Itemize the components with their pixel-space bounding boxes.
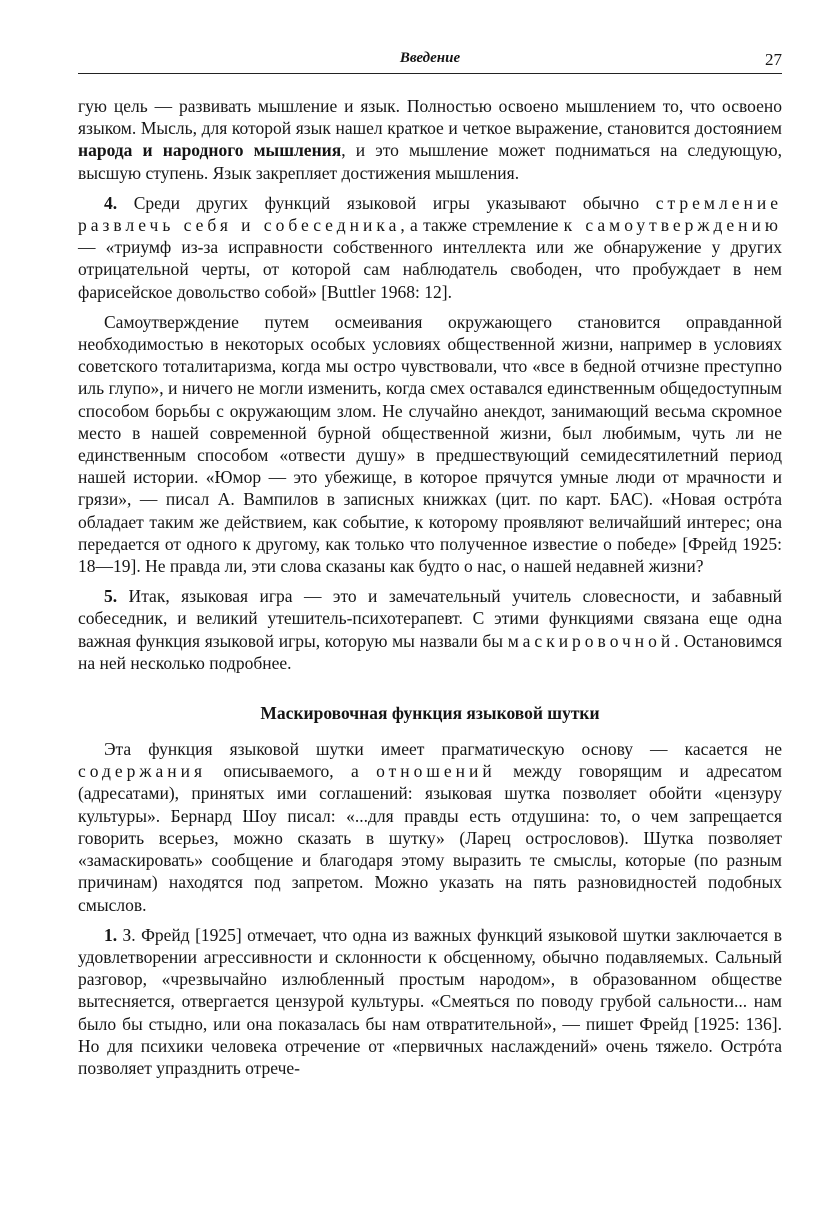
spaced-term: отношений — [376, 761, 496, 782]
text-run: Среди других функций языковой игры указывают обычно — [117, 192, 656, 213]
text-run: Итак, языковая игра — это и замечательный учитель словесности, и забавный собеседник, и великий утешитель-психотерапевт. С этими функциями связана еще одна важная функция языковой игры, которую мы назвали бы — [78, 586, 782, 651]
text-run: , и это мышление может подниматься на следующую, высшую ступень. Язык закрепляет достижения мышления. — [78, 140, 782, 183]
spaced-term: к самоутверждению — [563, 215, 782, 236]
paragraph-2 — [78, 192, 782, 303]
bold-phrase: народа и народного мышления — [78, 140, 342, 161]
spaced-term: маскировочной — [507, 630, 675, 651]
page-number: 27 — [765, 50, 782, 69]
text-run: . Остановимся на ней несколько подробнее. — [78, 630, 783, 673]
paragraph-3: Самоутверждение путем осмеивания окружающего становится оправданной необходимостью в некоторых особых условиях общественной жизни, например в условиях советского тоталитаризма, когда мы остро чувствовали, что «все в бедной отчизне преступно иль глупо», и ничего не могли изменить, когда смех оставался единственным общедоступным способом борьбы с окружающим злом. Не случайно анекдот, занимающий весьма скромное место в нашей современной бурной общественной жизни, был любимым, чуть ли не единственным способом «отвести душу» в предшествующий семидесятилетний период нашей истории. «Юмор — это убежище, в которое прячутся умные люди от мрачности и грязи», — писал А. Вампилов в записных книжках (цит. по карт. БАС). «Новая острóта обладает таким же действием, как событие, к которому проявляют величайший интерес; она передается от одного к другому, как только что полученное известие о победе» [Фрейд 1925: 18—19]. Не правда ли, эти слова сказаны как будто о нас, о нашей недавней жизни? — [78, 311, 782, 577]
page-body — [78, 95, 782, 1087]
paragraph-4 — [78, 585, 782, 674]
text-run: гую цель — развивать мышление и язык. Полностью освоено мышлением то, что освоено языком. Мысль, для которой язык нашел краткое и четкое выражение, становится достоянием — [78, 96, 782, 139]
header-rule — [78, 73, 782, 74]
paragraph-5 — [78, 738, 782, 916]
text-run: между говорящим и адресатом (адресатами), принятых ими соглашений: языковая шутка позволяет обойти «цензуру культуры». Бернард Шоу писал: «...для правды есть отдушина: то, о чем запрещается говорить всерьез, можно сказать в шутку» (Ларец острословов). Шутка позволяет «замаскировать» сообщение и благодаря этому выразить те смыслы, которые (по разным причинам) находятся под запретом. Можно указать на пять разновидностей подобных смыслов. — [78, 761, 783, 915]
item-number: 5. — [104, 586, 118, 607]
text-run: З. Фрейд [1925] отмечает, что одна из важных функций языковой шутки заключается в удовлетворении агрессивности и склонности к обсценному, обычно подавляемых. Сальный разговор, «чрезвычайно излюбленный простым народом», в образованном обществе вытесняется, отвергается цензурой культуры. «Смеяться по поводу грубой сальности... нам было бы стыдно, или она показалась бы нам отвратительной», — пишет Фрейд [1925: 136]. Но для психики человека отречение от «первичных наслаждений» очень тяжело. Острóта позволяет упразднить отрече- — [78, 924, 782, 1078]
paragraph-6 — [78, 924, 782, 1079]
text-run: описываемого, а — [206, 761, 377, 782]
text-run: Эта функция языковой шутки имеет прагматическую основу — касается не — [104, 739, 782, 760]
running-title: Введение — [399, 50, 461, 66]
item-number: 4. — [104, 192, 118, 213]
paragraph-1 — [78, 95, 782, 184]
item-number: 1. — [104, 924, 118, 945]
spaced-term: содержания — [78, 761, 207, 782]
spaced-term: стремление развлечь себя и собеседника — [78, 192, 782, 236]
text-run: — «триумф из-за исправности собственного интеллекта или же обнаружение у других отрицательной черты, от которой сам наблюдатель свободен, что пробуждает в нем фарисейское довольство собой» [Buttler 1968: 12]. — [78, 237, 782, 302]
running-header — [78, 50, 782, 72]
section-heading: Маскировочная функция языковой шутки — [260, 703, 600, 724]
text-run: , а также стремление — [400, 215, 564, 236]
